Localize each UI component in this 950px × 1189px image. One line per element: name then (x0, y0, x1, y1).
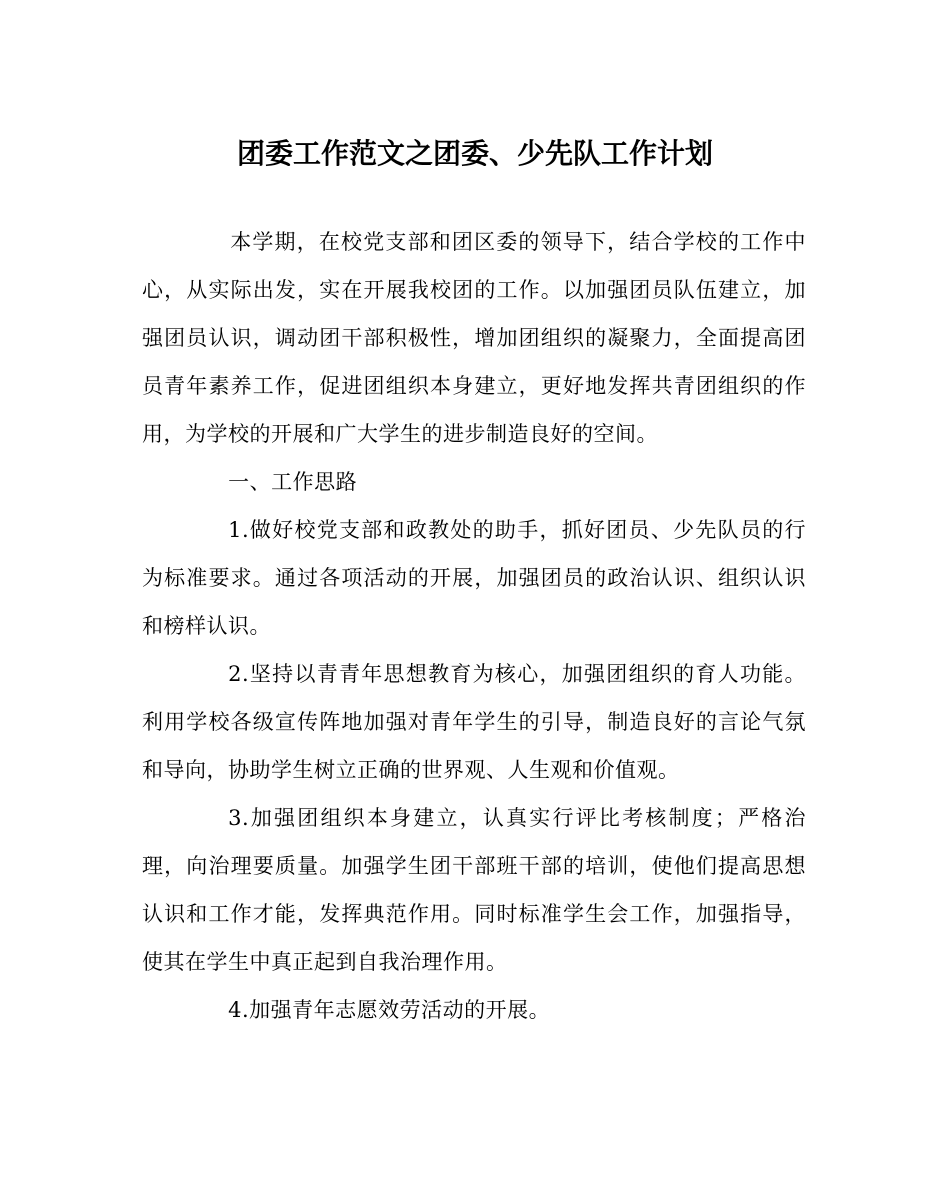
paragraph-item-1: 1.做好校党支部和政教处的助手，抓好团员、少先队员的行为标准要求。通过各项活动的开展，加强团员的政治认识、组织认识和榜样认识。 (142, 518, 806, 638)
document-title: 团委工作范文之团委、少先队工作计划 (236, 137, 713, 170)
paragraph-item-3: 3.加强团组织本身建立，认真实行评比考核制度；严格治理，向治理要质量。加强学生团干部班干部的培训，使他们提高思想认识和工作才能，发挥典范作用。同时标准学生会工作，加强指导，使其在学生中真正起到自我治理作用。 (142, 806, 806, 974)
section-heading-work-ideas: 一、工作思路 (228, 470, 358, 494)
paragraph-item-2: 2.坚持以青青年思想教育为核心，加强团组织的育人功能。利用学校各级宣传阵地加强对青年学生的引导，制造良好的言论气氛和导向，协助学生树立正确的世界观、人生观和价值观。 (142, 662, 806, 782)
paragraph-intro: 本学期，在校党支部和团区委的领导下，结合学校的工作中心，从实际出发，实在开展我校团的工作。以加强团员队伍建立，加强团员认识，调动团干部积极性，增加团组织的凝聚力，全面提高团员青年素养工作，促进团组织本身建立，更好地发挥共青团组织的作用，为学校的开展和广大学生的进步制造良好的空间。 (142, 230, 806, 446)
paragraph-item-4: 4.加强青年志愿效劳活动的开展。 (228, 998, 551, 1022)
document-body (142, 218, 806, 1034)
